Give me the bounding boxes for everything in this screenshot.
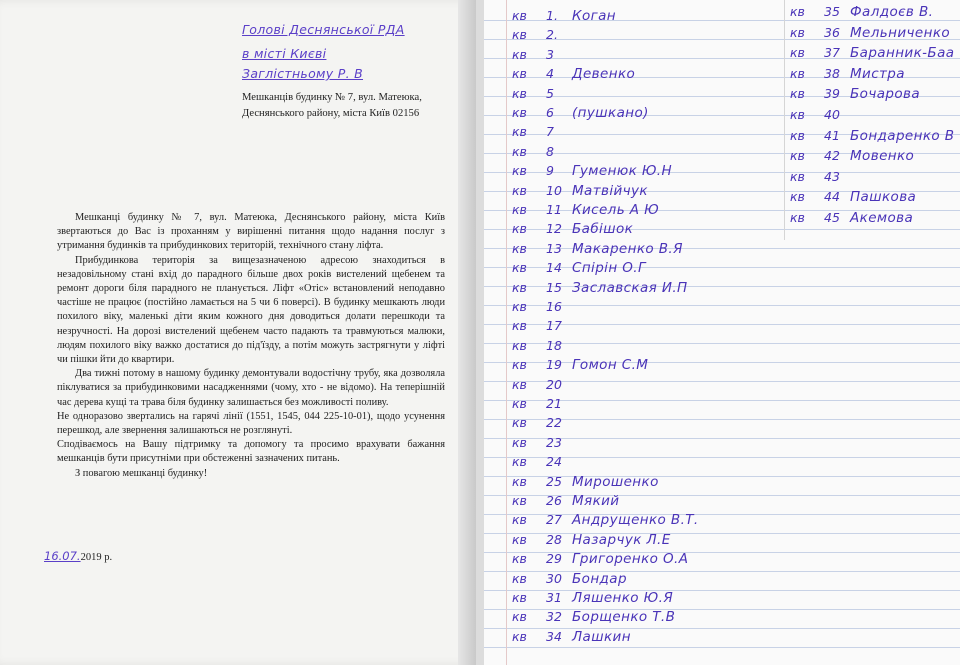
- signature-row: [512, 551, 778, 571]
- apartment-prefix: кв: [512, 493, 527, 508]
- apartment-prefix: кв: [512, 279, 527, 295]
- apartment-prefix: кв: [790, 127, 805, 143]
- date-year: 2019 р.: [80, 552, 113, 563]
- apartment-prefix: кв: [512, 85, 527, 101]
- signature-row: [512, 571, 778, 591]
- apartment-number: 41: [824, 127, 840, 143]
- apartment-prefix: кв: [512, 221, 527, 237]
- apartment-number: 40: [824, 107, 840, 122]
- signature-row: [512, 609, 778, 629]
- resident-signature: Ляшенко Ю.Я: [572, 590, 674, 606]
- signature-page: [484, 0, 960, 665]
- apartment-number: 35: [824, 4, 840, 19]
- apartment-number: 39: [824, 86, 840, 102]
- signature-row: [790, 128, 956, 148]
- apartment-prefix: кв: [512, 8, 527, 23]
- apartment-number: 10: [546, 182, 562, 198]
- apartment-number: 21: [546, 396, 562, 411]
- signature-row: [512, 299, 778, 319]
- resident-signature: Коган: [572, 8, 617, 24]
- apartment-prefix: кв: [790, 24, 805, 40]
- apartment-number: 14: [546, 260, 562, 276]
- signature-row: [512, 202, 778, 222]
- signature-row: [512, 415, 778, 435]
- apartment-number: 25: [546, 473, 562, 489]
- resident-signature: Лашкин: [572, 628, 631, 645]
- sender-line-1: Мешканців будинку № 7, вул. Матеюка,: [242, 92, 422, 103]
- apartment-prefix: кв: [790, 148, 805, 164]
- signature-row: [512, 474, 778, 494]
- signature-row: [512, 338, 778, 358]
- apartment-prefix: кв: [790, 210, 805, 225]
- signature-row: [512, 66, 778, 86]
- resident-signature: Матвійчук: [572, 182, 648, 199]
- resident-signature: Бондар: [572, 570, 627, 587]
- resident-signature: Мистра: [850, 65, 905, 82]
- signature-row: [512, 27, 778, 47]
- signature-row: [512, 532, 778, 552]
- apartment-prefix: кв: [512, 318, 527, 334]
- resident-signature: Кисель А Ю: [572, 202, 660, 218]
- apartment-number: 8: [546, 143, 554, 159]
- column-divider: [784, 0, 785, 240]
- apartment-number: 15: [546, 279, 562, 295]
- paragraph-3: Два тижні потому в нашому будинку демонтували водостічну трубу, яка дозволяла піклуватися за прибудинковими насадженнями (чому, хто - не відомо). На теперішній час дерева кущі та трава біля будинку залишається без можливості поливу.: [57, 368, 445, 408]
- apartment-prefix: кв: [790, 86, 805, 102]
- apartment-prefix: кв: [512, 628, 527, 644]
- apartment-prefix: кв: [790, 107, 805, 122]
- resident-signature: Бочарова: [850, 86, 921, 103]
- apartment-number: 31: [546, 590, 562, 605]
- signature-row: [512, 377, 778, 397]
- apartment-prefix: кв: [512, 163, 527, 179]
- signature-row: [790, 169, 956, 189]
- apartment-number: 29: [546, 551, 562, 567]
- resident-signature: Борщенко Т.В: [572, 609, 676, 626]
- resident-signature: Андрущенко В.Т.: [572, 512, 699, 529]
- apartment-number: 34: [546, 628, 562, 644]
- signature-row: [790, 66, 956, 86]
- resident-signature: Спірін О.Г: [572, 260, 646, 277]
- resident-signature: Мирошенко: [572, 473, 659, 490]
- signature-row: [790, 45, 956, 65]
- apartment-number: 5: [546, 85, 554, 101]
- apartment-prefix: кв: [512, 376, 527, 392]
- paragraph-2: Прибудинкова територія за вищезазначеною адресою знаходиться в незадовільному стані вхід до парадного більше двох років вистелений щебенем та ремонт дороги біля парадного не планується. Ліфт «Отіс» встановлений неподавно частіше не працює (постійно ламається на 5 чи 6 поверсі). В будинку мешкають люди похилого віку, маленькі діти яким кожного дня доводиться долати перешкоди та незручності. На дорозі вистелений щебенем часто падають та травмуються малюки, людям похилого віку важко достатися до під'їзду, а потім можуть застрягнути у ліфті чи пішки йти до квартири.: [57, 254, 445, 366]
- apartment-prefix: кв: [790, 45, 805, 61]
- margin-line: [506, 0, 507, 665]
- signature-row: [512, 144, 778, 164]
- sender-line-2: Деснянського району, міста Київ 02156: [242, 108, 420, 119]
- apartment-number: 27: [546, 512, 562, 528]
- signature-row: [512, 260, 778, 280]
- signature-row: [512, 163, 778, 183]
- apartment-prefix: кв: [512, 46, 527, 62]
- apartment-number: 23: [546, 434, 562, 450]
- apartment-number: 45: [824, 210, 840, 225]
- signature-row: [790, 86, 956, 106]
- recipient-line-2: в місті Києві: [242, 46, 327, 61]
- apartment-prefix: кв: [512, 531, 527, 547]
- apartment-number: 30: [546, 570, 562, 586]
- apartment-prefix: кв: [512, 512, 527, 528]
- apartment-prefix: кв: [790, 4, 805, 19]
- page-edge-shadow: [458, 0, 476, 665]
- apartment-number: 22: [546, 415, 562, 431]
- apartment-number: 7: [546, 124, 554, 140]
- apartment-prefix: кв: [512, 396, 527, 411]
- apartment-prefix: кв: [512, 454, 527, 470]
- apartment-number: 43: [824, 168, 840, 184]
- apartment-number: 18: [546, 337, 562, 353]
- resident-signature: Гомон С.М: [572, 357, 649, 374]
- signature-row: [512, 318, 778, 338]
- signature-row: [512, 183, 778, 203]
- resident-signature: Назарчук Л.Е: [572, 531, 671, 548]
- apartment-number: 38: [824, 65, 840, 81]
- apartment-prefix: кв: [512, 551, 527, 567]
- signature-row: [512, 86, 778, 106]
- recipient-line-1: Голові Деснянської РДА: [242, 22, 405, 37]
- apartment-prefix: кв: [512, 590, 527, 605]
- letter-date: [44, 549, 112, 563]
- resident-signature: Девенко: [572, 66, 636, 83]
- apartment-prefix: кв: [512, 105, 527, 120]
- resident-signature: Бабішок: [572, 221, 634, 238]
- apartment-number: 13: [546, 240, 562, 256]
- apartment-number: 36: [824, 24, 840, 40]
- apartment-number: 20: [546, 376, 562, 392]
- signature-row: [512, 435, 778, 455]
- signature-row: [512, 493, 778, 513]
- apartment-prefix: кв: [512, 240, 527, 256]
- resident-signature: Мовенко: [850, 148, 915, 165]
- apartment-number: 11: [546, 202, 562, 217]
- apartment-number: 44: [824, 189, 840, 205]
- signature-row: [790, 107, 956, 127]
- apartment-number: 1.: [546, 8, 558, 23]
- recipient-line-3: Заглістньому Р. В: [242, 66, 364, 81]
- apartment-number: 3: [546, 46, 554, 62]
- closing: З повагою мешканці будинку!: [75, 467, 208, 479]
- apartment-number: 2.: [546, 27, 558, 43]
- signature-row: [790, 189, 956, 209]
- signature-row: [512, 396, 778, 416]
- signature-row: [512, 221, 778, 241]
- apartment-number: 12: [546, 221, 562, 237]
- apartment-prefix: кв: [512, 337, 527, 353]
- apartment-prefix: кв: [512, 357, 527, 373]
- resident-signature: Акемова: [850, 210, 914, 226]
- apartment-number: 32: [546, 609, 562, 625]
- signature-row: [790, 210, 956, 230]
- resident-signature: Гуменюк Ю.Н: [572, 163, 673, 180]
- signature-row: [790, 148, 956, 168]
- apartment-number: 4: [546, 66, 554, 82]
- apartment-number: 28: [546, 531, 562, 547]
- paragraph-1: Мешканці будинку № 7, вул. Матеюка, Деснянського району, міста Київ звертаються до Вас із проханням у вирішенні питання щодо надання послуг з утримання будинків та прибудинкових територій, технічного стану ліфта.: [57, 212, 445, 252]
- apartment-number: 37: [824, 45, 840, 61]
- apartment-prefix: кв: [512, 124, 527, 140]
- apartment-prefix: кв: [512, 202, 527, 217]
- signature-row: [512, 357, 778, 377]
- signature-row: [512, 47, 778, 67]
- apartment-number: 19: [546, 357, 562, 373]
- apartment-prefix: кв: [512, 143, 527, 159]
- paragraph-4: Не одноразово звертались на гарячі лінії (1551, 1545, 044 225-10-01), щодо усунення перешкод, але звернення залишаються не розглянуті.: [57, 410, 445, 437]
- apartment-number: 9: [546, 163, 554, 179]
- apartment-number: 42: [824, 148, 840, 164]
- resident-signature: Макаренко В.Я: [572, 240, 683, 257]
- apartment-number: 16: [546, 299, 562, 314]
- apartment-prefix: кв: [512, 473, 527, 489]
- apartment-prefix: кв: [512, 260, 527, 276]
- signature-row: [512, 241, 778, 261]
- signature-row: [790, 4, 956, 24]
- apartment-prefix: кв: [512, 415, 527, 431]
- resident-signature: Мякий: [572, 493, 620, 509]
- apartment-prefix: кв: [790, 65, 805, 81]
- resident-signature: Пашкова: [850, 189, 917, 206]
- resident-signature: Фалдоєв В.: [850, 4, 934, 20]
- apartment-prefix: кв: [512, 182, 527, 198]
- signature-row: [512, 8, 778, 28]
- apartment-number: 6: [546, 105, 554, 120]
- signature-row: [512, 590, 778, 610]
- resident-signature: Заславская И.П: [572, 279, 688, 296]
- apartment-prefix: кв: [512, 570, 527, 586]
- apartment-prefix: кв: [790, 168, 805, 184]
- signature-row: [790, 25, 956, 45]
- paragraph-5: Сподіваємось на Вашу підтримку та допомогу та просимо врахувати бажання мешканців бути присутніми при обстеженні зазначених питань.: [57, 439, 445, 465]
- signature-row: [512, 105, 778, 125]
- resident-signature: Баранник-Баа: [850, 45, 955, 62]
- apartment-number: 17: [546, 318, 562, 334]
- apartment-prefix: кв: [512, 27, 527, 43]
- apartment-prefix: кв: [790, 189, 805, 205]
- signature-row: [512, 629, 778, 649]
- signature-row: [512, 280, 778, 300]
- signature-row: [512, 124, 778, 144]
- apartment-number: 24: [546, 454, 562, 470]
- apartment-number: 26: [546, 493, 562, 508]
- resident-signature: (пушкано): [572, 105, 649, 121]
- signature-row: [512, 512, 778, 532]
- signature-row: [512, 454, 778, 474]
- resident-signature: Бондаренко В: [850, 127, 955, 144]
- apartment-prefix: кв: [512, 66, 527, 82]
- apartment-prefix: кв: [512, 434, 527, 450]
- apartment-prefix: кв: [512, 609, 527, 625]
- resident-signature: Григоренко О.А: [572, 551, 689, 568]
- letter-body: [57, 211, 445, 481]
- resident-signature: Мельниченко: [850, 24, 951, 41]
- date-handwritten: 16.07.: [44, 549, 81, 563]
- apartment-prefix: кв: [512, 299, 527, 314]
- letter-page: [0, 0, 476, 665]
